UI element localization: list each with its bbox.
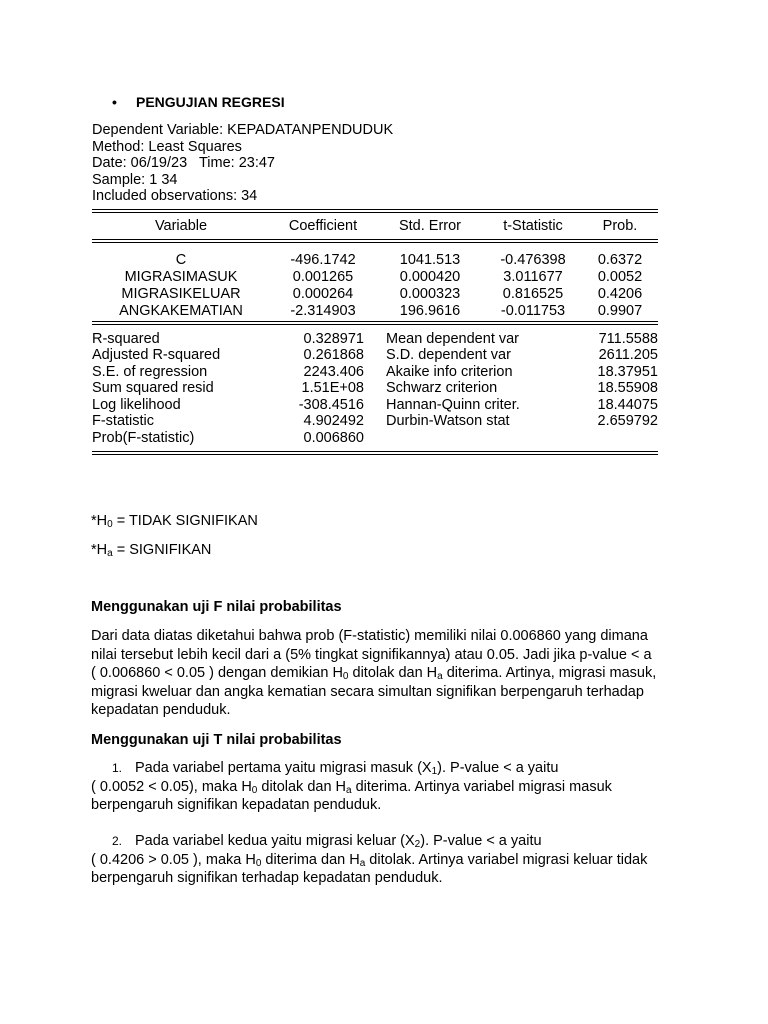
section-heading [112,94,285,110]
t-statistic-value: 3.011677 [503,268,563,285]
h0-subscript: 0 [251,784,258,796]
stat-value [582,430,658,447]
stat-value: 18.55908 [597,380,658,397]
uji-f-line-3b: ditolak dan H [348,665,438,681]
item-1-line-2 [91,778,691,797]
hypothesis-ha [91,541,691,560]
table-row [92,303,658,320]
uji-f-title: Menggunakan uji F nilai probabilitas [91,599,342,615]
item-2-number: 2. [111,834,122,848]
variable-name: C [175,251,187,268]
stats-row [92,430,658,447]
statistics-bottom-rule [92,451,658,455]
stat-value: 2611.205 [598,347,658,364]
uji-t-item-2 [91,832,691,888]
table-row [92,252,658,269]
col-variable: Variable [154,217,208,234]
std-error-value: 1041.513 [399,251,461,268]
col-prob: Prob. [602,217,638,234]
uji-f-line-3a: ( 0.006860 < 0.05 ) dengan demikian H [91,665,343,681]
stat-label: Akaike info criterion [386,363,513,380]
h0-subscript: 0 [255,857,262,869]
item-1-line-1a: Pada variabel pertama yaitu migrasi masuk (X [135,760,432,776]
prob-value: 0.6372 [597,251,643,268]
ha-subscript: a [437,671,443,682]
stat-value: 2243.406 [303,363,364,380]
coefficient-bottom-rule [92,321,658,325]
stat-value: 18.44075 [597,396,658,413]
coefficient-body [92,252,658,320]
t-statistic-value: -0.476398 [500,251,566,268]
uji-f-line-3c: diterima. Artinya, migrasi masuk, [442,665,657,681]
stats-row [92,347,658,364]
stat-value: 0.328971 [303,330,364,347]
std-error-value: 196.9616 [399,302,461,319]
stat-label: Durbin-Watson stat [386,413,510,430]
item-1-line-2b: ditolak dan H [257,778,347,795]
item-2-line-2a: ( 0.4206 > 0.05 ), maka H [91,851,256,868]
item-2-line-2b: diterima dan H [261,851,360,868]
stats-row [92,397,658,414]
variable-name: MIGRASIMASUK [124,268,238,285]
ha-text: = SIGNIFIKAN [112,542,212,558]
stats-row [92,413,658,430]
stat-label: Mean dependent var [386,330,520,347]
ha-subscript: a [359,857,366,869]
stat-value: 2.659792 [597,413,658,430]
meta-method: Method: Least Squares [92,138,242,155]
stat-value: 1.51E+08 [301,380,364,397]
item-1-line-2a: ( 0.0052 < 0.05), maka H [91,778,252,795]
meta-dependent-variable: Dependent Variable: KEPADATANPENDUDUK [92,122,394,138]
uji-f-line-4: migrasi kweluar dan angka kematian secara simultan signifikan berpengaruh terhadap [91,683,644,700]
item-1-line-1 [91,759,691,778]
std-error-value: 0.000323 [399,285,461,302]
table-row [92,269,658,286]
item-2-line-1 [91,832,691,851]
prob-value: 0.9907 [597,302,643,319]
meta-block [92,122,658,205]
uji-t-item-1 [91,759,691,815]
t-statistic-value: 0.816525 [502,285,564,302]
stat-value: 0.006860 [303,430,364,447]
t-statistic-value: -0.011753 [500,302,566,319]
h0-subscript: 0 [342,671,349,682]
uji-f-line-5: kepadatan penduduk. [91,702,231,718]
stats-row [92,380,658,397]
coefficient-header-row [92,213,658,239]
ha-subscript: a [346,784,352,796]
x1-subscript: 1 [431,766,438,777]
item-1-number: 1. [111,761,122,775]
stat-label: Prob(F-statistic) [92,430,195,447]
meta-sample: Sample: 1 34 [92,171,178,188]
item-2-line-1b: ). P-value < a yaitu [420,833,542,849]
item-1-line-1b: ). P-value < a yaitu [437,760,559,776]
coefficient-value: -2.314903 [290,302,356,319]
bullet: • [112,94,117,110]
h0-text: = TIDAK SIGNIFIKAN [112,513,258,529]
ha-prefix: *H [91,542,108,558]
uji-f-line-3 [91,664,691,683]
hypothesis-h0 [91,512,691,531]
ha-subscript: a [107,548,113,559]
h0-subscript: 0 [107,519,113,530]
stat-label: Adjusted R-squared [92,347,221,364]
item-2-line-3: berpengaruh signifikan terhadap kepadatan penduduk. [91,870,443,886]
stat-label: Log likelihood [92,396,181,413]
uji-f-line-1: Dari data diatas diketahui bahwa prob (F-statistic) memiliki nilai 0.006860 yang dimana [91,628,648,644]
stat-label [386,430,582,447]
h0-prefix: *H [91,513,108,529]
uji-t-title: Menggunakan uji T nilai probabilitas [91,732,342,748]
x2-subscript: 2 [414,839,421,850]
stats-row [92,331,658,348]
coefficient-value: -496.1742 [290,251,356,268]
coefficient-table [92,213,658,239]
col-t-statistic: t-Statistic [503,217,563,234]
col-std-error: Std. Error [398,217,462,234]
stat-label: Schwarz criterion [386,380,498,397]
prob-value: 0.4206 [597,285,643,302]
item-1-line-3: berpengaruh signifikan kepadatan penduduk. [91,797,382,813]
meta-observations: Included observations: 34 [92,188,258,204]
stat-label: S.D. dependent var [386,347,511,364]
item-2-line-2c: ditolak. Artinya variabel migrasi keluar tidak [365,851,648,868]
uji-f-line-2: nilai tersebut lebih kecil dari a (5% tingkat signifikannya) atau 0.05. Jadi jika p-value < a [91,646,652,663]
stat-value: 711.5588 [598,330,658,347]
meta-date: Date: 06/19/23 Time: 23:47 [92,155,275,171]
std-error-value: 0.000420 [399,268,461,285]
stats-row [92,364,658,381]
stat-value: 18.37951 [597,363,658,380]
stat-label: F-statistic [92,413,155,430]
stat-label: Sum squared resid [92,380,214,397]
coefficient-value: 0.001265 [292,268,354,285]
heading-text: PENGUJIAN REGRESI [136,94,285,110]
eviews-output [92,122,658,455]
stat-label: Hannan-Quinn criter. [386,396,520,413]
stat-label: S.E. of regression [92,363,208,380]
coefficient-value: 0.000264 [292,285,354,302]
uji-f-paragraph [91,627,691,720]
stat-value: 4.902492 [303,413,364,430]
stat-value: 0.261868 [303,347,364,364]
stat-label: R-squared [92,330,160,347]
item-1-line-2c: diterima. Artinya variabel migrasi masuk [351,778,612,795]
item-2-line-1a: Pada variabel kedua yaitu migrasi keluar (X [135,833,415,849]
prob-value: 0.0052 [597,268,643,285]
table-row [92,286,658,303]
variable-name: ANGKAKEMATIAN [119,302,243,319]
item-2-line-2 [91,851,691,870]
statistics-table [92,331,658,447]
variable-name: MIGRASIKELUAR [121,285,241,302]
stat-value: -308.4516 [298,396,364,413]
col-coefficient: Coefficient [288,217,358,234]
header-rule [92,239,658,243]
